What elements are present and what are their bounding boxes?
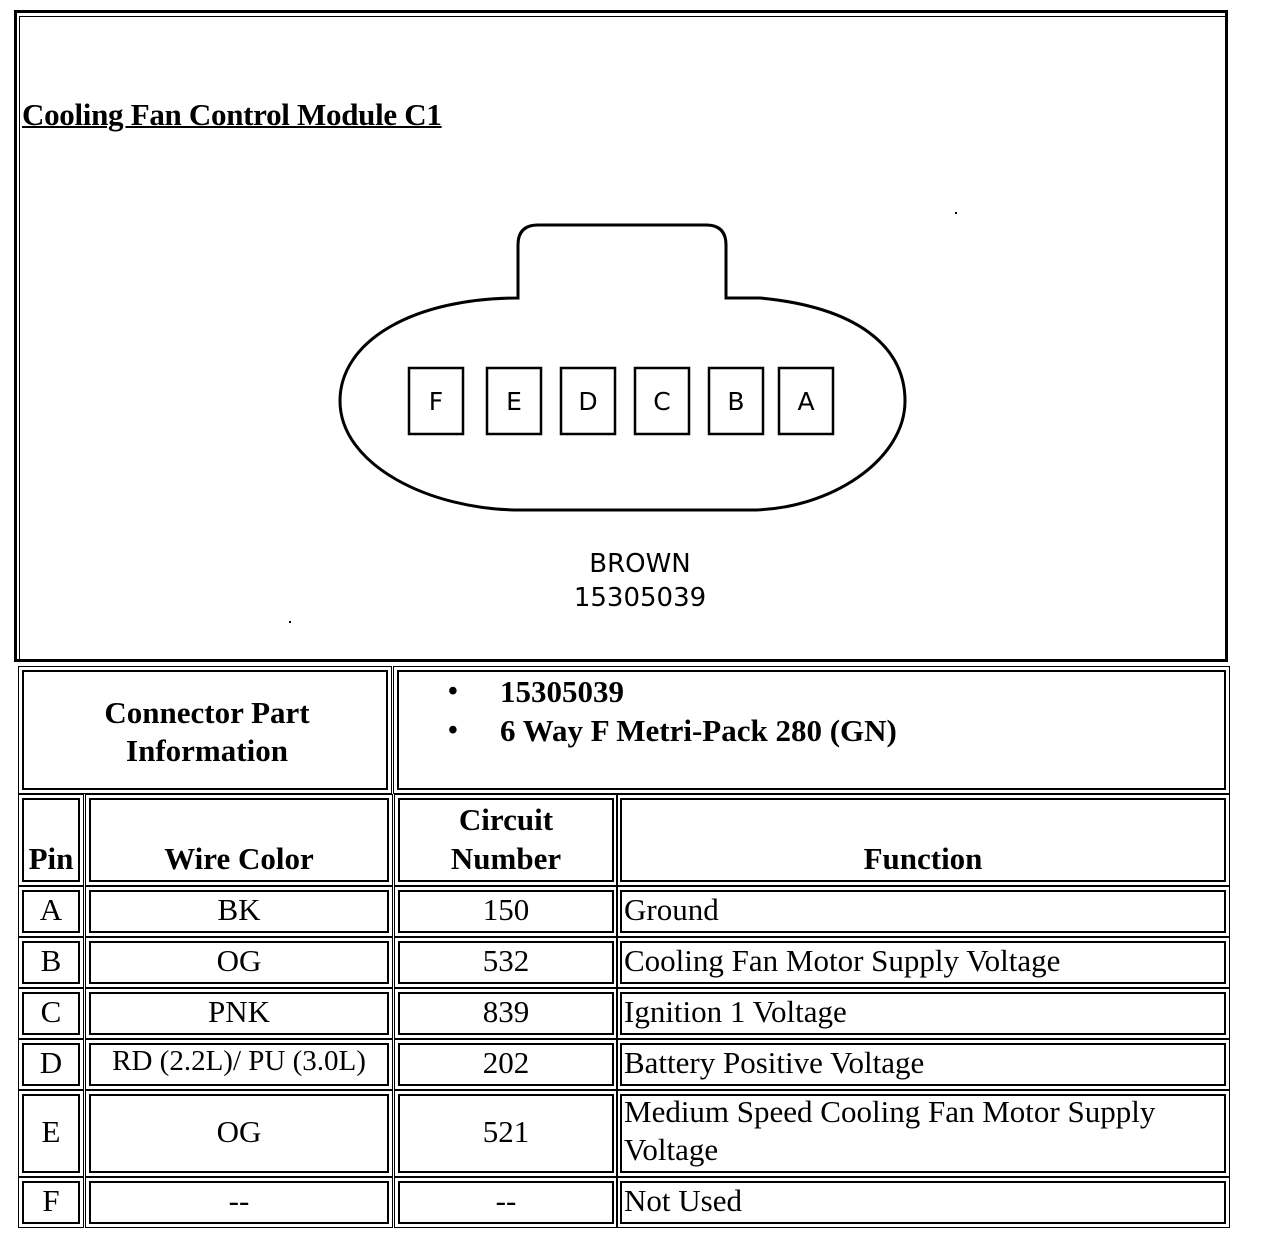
row-a-pin: A: [39, 892, 63, 927]
page-title: Cooling Fan Control Module C1: [22, 97, 442, 132]
row-b-wire-color: OG: [216, 943, 262, 978]
connector-part-number-label: 15305039: [573, 583, 707, 613]
row-e-function-line2: Voltage: [624, 1132, 719, 1167]
header-wire-color: Wire Color: [164, 841, 314, 876]
row-d-function: Battery Positive Voltage: [624, 1045, 925, 1080]
pin-cavity-label: D: [578, 387, 598, 416]
header-pin: Pin: [28, 841, 74, 876]
pin-cavity-label: A: [797, 387, 815, 416]
pin-cavity-label: C: [653, 387, 671, 416]
row-a-function: Ground: [624, 892, 719, 927]
row-c-wire-color: PNK: [207, 994, 270, 1029]
row-f-function: Not Used: [624, 1183, 742, 1218]
row-f-pin: F: [42, 1183, 60, 1218]
scan-speck: [955, 212, 957, 214]
header-circuit-line1: Circuit: [458, 802, 554, 837]
row-d-pin: D: [39, 1045, 63, 1080]
row-f-circuit: --: [495, 1183, 517, 1218]
pin-cavities: [409, 368, 833, 434]
row-c-pin: C: [40, 994, 62, 1029]
row-b-function: Cooling Fan Motor Supply Voltage: [624, 943, 1061, 978]
header-function: Function: [863, 841, 983, 876]
row-d-wire-color: RD (2.2L)/ PU (3.0L): [112, 1045, 366, 1077]
header-circuit-line2: Number: [450, 841, 562, 876]
pin-cavity-label: F: [428, 387, 444, 416]
connector-color-label: BROWN: [589, 549, 691, 579]
connector-part-number-item: • 15305039: [450, 672, 897, 711]
scan-speck: [289, 621, 291, 623]
row-b-circuit: 532: [482, 943, 530, 978]
connector-face-diagram: [330, 215, 920, 515]
row-e-function-line1: Medium Speed Cooling Fan Motor Supply: [624, 1094, 1156, 1129]
row-f-wire-color: --: [228, 1183, 250, 1218]
connector-part-info-label-cell: [22, 670, 388, 790]
row-a-wire-color: BK: [217, 892, 261, 927]
connector-part-info-label: [24, 694, 390, 770]
connector-type-item: • 6 Way F Metri-Pack 280 (GN): [450, 711, 897, 750]
row-e-pin: E: [41, 1114, 61, 1149]
row-c-circuit: 839: [482, 994, 530, 1029]
pin-cavity-label: E: [506, 387, 522, 416]
row-a-circuit: 150: [482, 892, 530, 927]
row-e-circuit: 521: [482, 1114, 530, 1149]
row-b-pin: B: [40, 943, 62, 978]
connector-part-info-label-text: Connector Part Information: [104, 695, 310, 768]
row-e-wire-color: OG: [216, 1114, 262, 1149]
connector-part-info-list: [450, 672, 897, 750]
row-d-circuit: 202: [482, 1045, 530, 1080]
pin-cavity-label: B: [727, 387, 745, 416]
row-c-function: Ignition 1 Voltage: [624, 994, 847, 1029]
